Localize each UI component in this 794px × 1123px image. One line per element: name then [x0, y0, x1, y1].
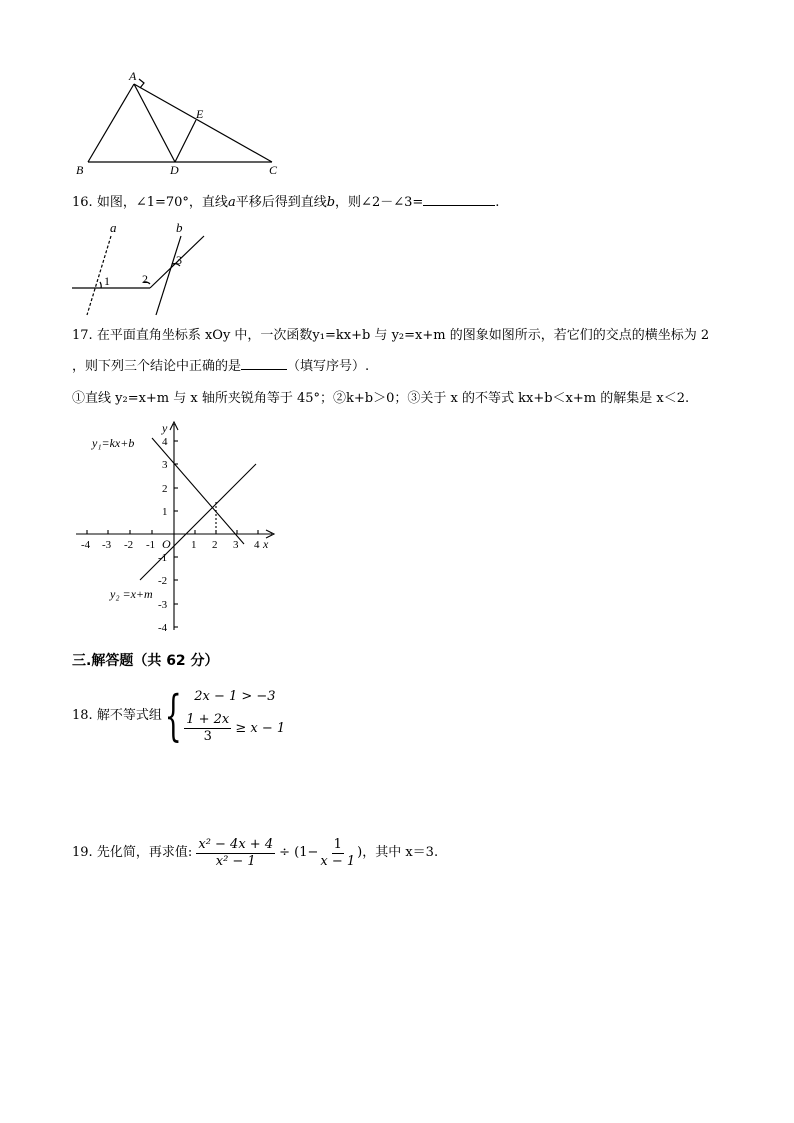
parallel-lines-figure — [70, 218, 220, 322]
question-17-line1 — [72, 327, 709, 345]
q16-text3: ，则∠2－∠3= — [335, 195, 424, 210]
q19-div: ÷ (1− — [279, 845, 319, 860]
question-16 — [72, 194, 499, 212]
y-tick-label: 1 — [162, 506, 168, 518]
q19-frac1-num: x² − 4x + 4 — [198, 836, 274, 852]
line-a-label: a — [110, 220, 117, 235]
q19-frac2-den: x − 1 — [320, 853, 356, 869]
q17-answer-blank[interactable] — [241, 369, 287, 370]
system-brace: { — [164, 684, 182, 747]
x-axis-label: x — [263, 537, 269, 551]
point-a-label: A — [129, 69, 137, 83]
q18-number: 18. — [72, 708, 93, 723]
q16-line-b: b — [326, 195, 336, 210]
point-b-label: B — [76, 163, 84, 177]
y-tick-label: -2 — [158, 575, 168, 587]
y-axis-label: y — [162, 421, 168, 435]
q16-end: . — [495, 195, 500, 210]
q18-frac-den: 3 — [203, 728, 212, 744]
y-tick-label: 2 — [162, 483, 168, 495]
angle-3-label: 3 — [176, 253, 182, 267]
origin-label: O — [162, 537, 171, 551]
point-e-label: E — [196, 107, 204, 121]
q18-ineq1: 2x − 1 > −3 — [194, 688, 276, 704]
y-tick-label: -3 — [158, 599, 168, 611]
q19-text: 先化简，再求值: — [96, 845, 193, 860]
x-tick-label: -2 — [124, 539, 134, 551]
x-tick-label: 4 — [254, 539, 260, 551]
y-tick-label: 3 — [162, 459, 168, 471]
angle-1-label: 1 — [104, 274, 110, 288]
q16-line-a: a — [227, 195, 236, 210]
q16-answer-blank[interactable] — [423, 205, 495, 206]
line-b-label: b — [176, 220, 183, 235]
question-17-line3 — [72, 390, 689, 408]
q18-text: 解不等式组 — [96, 708, 162, 723]
x-tick-label: -1 — [146, 539, 156, 551]
y-tick-label: -4 — [158, 622, 168, 634]
triangle-figure — [70, 66, 290, 180]
q16-text2: 平移后得到直线 — [235, 195, 327, 210]
y-tick-label: 4 — [162, 436, 168, 448]
q16-number: 16. — [72, 195, 93, 210]
q18-frac-num: 1 + 2x — [186, 711, 230, 727]
question-17-line2 — [72, 358, 369, 376]
point-c-label: C — [269, 163, 278, 177]
question-18 — [72, 683, 285, 749]
angle-2-label: 2 — [142, 272, 148, 286]
q17-line2-b: （填写序号）. — [287, 359, 370, 374]
q19-frac1-den: x² − 1 — [215, 853, 256, 869]
x-tick-label: 3 — [233, 539, 239, 551]
y-tick-label: -1 — [158, 552, 168, 564]
q17-line1: 在平面直角坐标系 xOy 中，一次函数y₁=kx+b 与 y₂=x+m 的图象如图所示，若它们的交点的横坐标为 2 — [96, 328, 710, 343]
q18-ineq2 — [184, 712, 285, 745]
coordinate-graph — [70, 418, 290, 638]
q17-line3: ①直线 y₂=x+m 与 x 轴所夹锐角等于 45°；②k+b＞0；③关于 x 的不等式 kx+b＜x+m 的解集是 x＜2. — [72, 391, 690, 406]
q19-frac2-num: 1 — [333, 836, 342, 852]
q19-close: ) — [357, 845, 363, 860]
q16-text: 如图，∠1=70°，直线 — [96, 195, 228, 210]
q19-fraction-2 — [318, 837, 357, 870]
q19-fraction-1 — [196, 837, 275, 870]
q17-number: 17. — [72, 328, 93, 343]
x-tick-label: -3 — [102, 539, 112, 551]
x-tick-label: 2 — [212, 539, 218, 551]
q17-line2-a: ，则下列三个结论中正确的是 — [72, 359, 242, 374]
y2-line-label: y₂ =x+m — [110, 587, 153, 601]
point-d-label: D — [170, 163, 179, 177]
q18-ineq2-rest: ≥ x − 1 — [235, 720, 286, 736]
x-tick-label: 1 — [191, 539, 197, 551]
x-tick-label: -4 — [81, 539, 91, 551]
section-heading: 三.解答题（共 62 分） — [72, 653, 219, 669]
q19-number: 19. — [72, 845, 93, 860]
inequality-system — [184, 688, 285, 745]
question-19 — [72, 833, 438, 873]
q19-tail: ，其中 x＝3. — [362, 845, 439, 860]
q18-fraction — [184, 712, 231, 745]
y1-line-label: y₁=kx+b — [92, 436, 135, 450]
